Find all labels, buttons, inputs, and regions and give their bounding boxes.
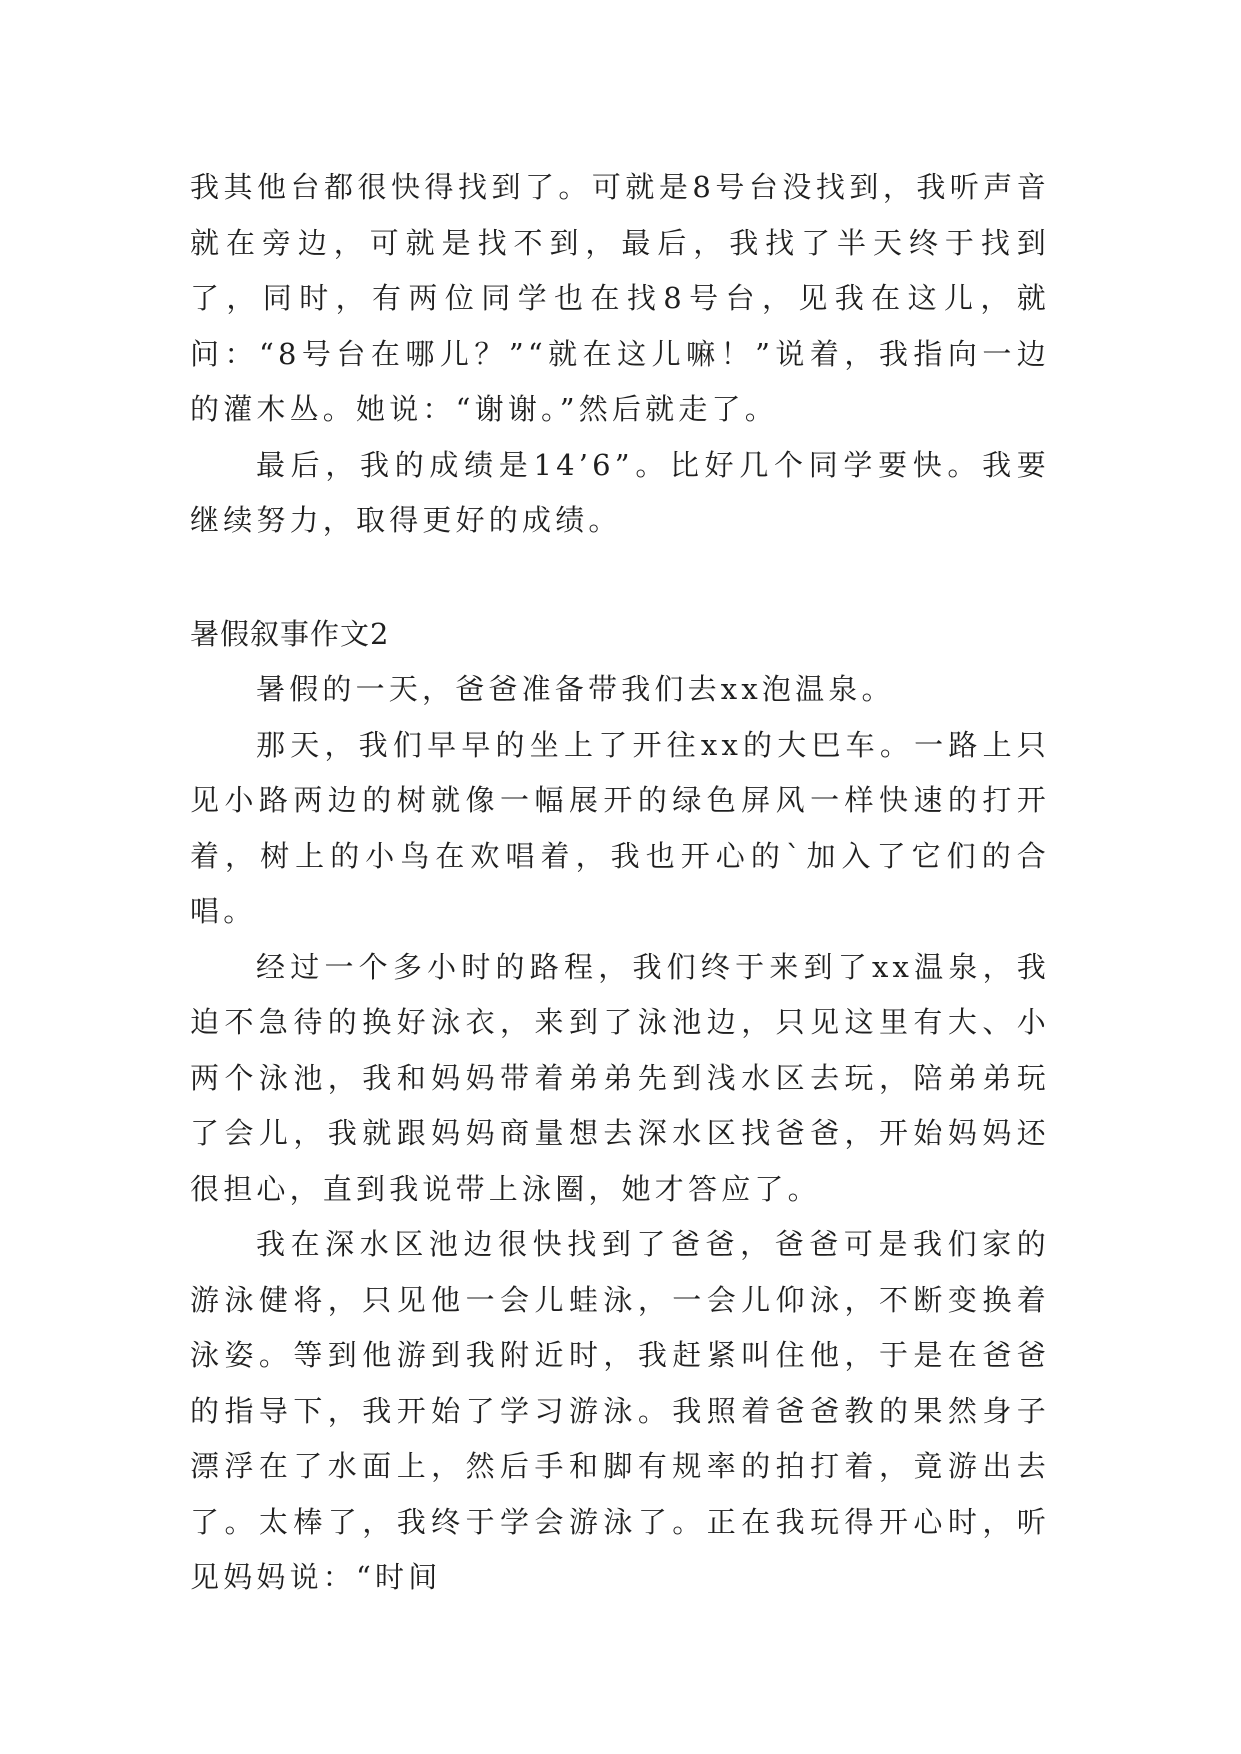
paragraph-6: 我在深水区池边很快找到了爸爸，爸爸可是我们家的游泳健将，只见他一会儿蛙泳，一会儿仰泳，不断变换着泳姿。等到他游到我附近时，我赶紧叫住他，于是在爸爸的指导下，我开始了学习游泳。我照着爸爸教的果然身子漂浮在了水面上，然后手和脚有规率的拍打着，竟游出去了。太棒了，我终于学会游泳了。正在我玩得开心时，听见妈妈说：“时间 [190, 1227, 1050, 1594]
document-body [190, 160, 1050, 1606]
section-gap [190, 549, 1050, 607]
paragraph-3: 暑假的一天，爸爸准备带我们去xx泡温泉。 [256, 672, 895, 706]
section-heading: 暑假叙事作文2 [190, 616, 390, 651]
paragraph-4: 那天，我们早早的坐上了开往xx的大巴车。一路上只见小路两边的树就像一幅展开的绿色屏风一样快速的打开着，树上的小鸟在欢唱着，我也开心的`加入了它们的合唱。 [190, 727, 1050, 928]
paragraph-2: 最后，我的成绩是14’6”。比好几个同学要快。我要继续努力，取得更好的成绩。 [190, 447, 1050, 537]
paragraph-1: 我其他台都很快得找到了。可就是8号台没找到，我听声音就在旁边，可就是找不到，最后，我找了半天终于找到了，同时，有两位同学也在找8号台，见我在这儿，就问：“8号台在哪儿？”“就在这儿嘛！”说着，我指向一边的灌木丛。她说：“谢谢。”然后就走了。 [190, 170, 1050, 426]
paragraph-5: 经过一个多小时的路程，我们终于来到了xx温泉，我迫不急待的换好泳衣，来到了泳池边，只见这里有大、小两个泳池，我和妈妈带着弟弟先到浅水区去玩，陪弟弟玩了会儿，我就跟妈妈商量想去深水区找爸爸，开始妈妈还很担心，直到我说带上泳圈，她才答应了。 [190, 949, 1050, 1206]
